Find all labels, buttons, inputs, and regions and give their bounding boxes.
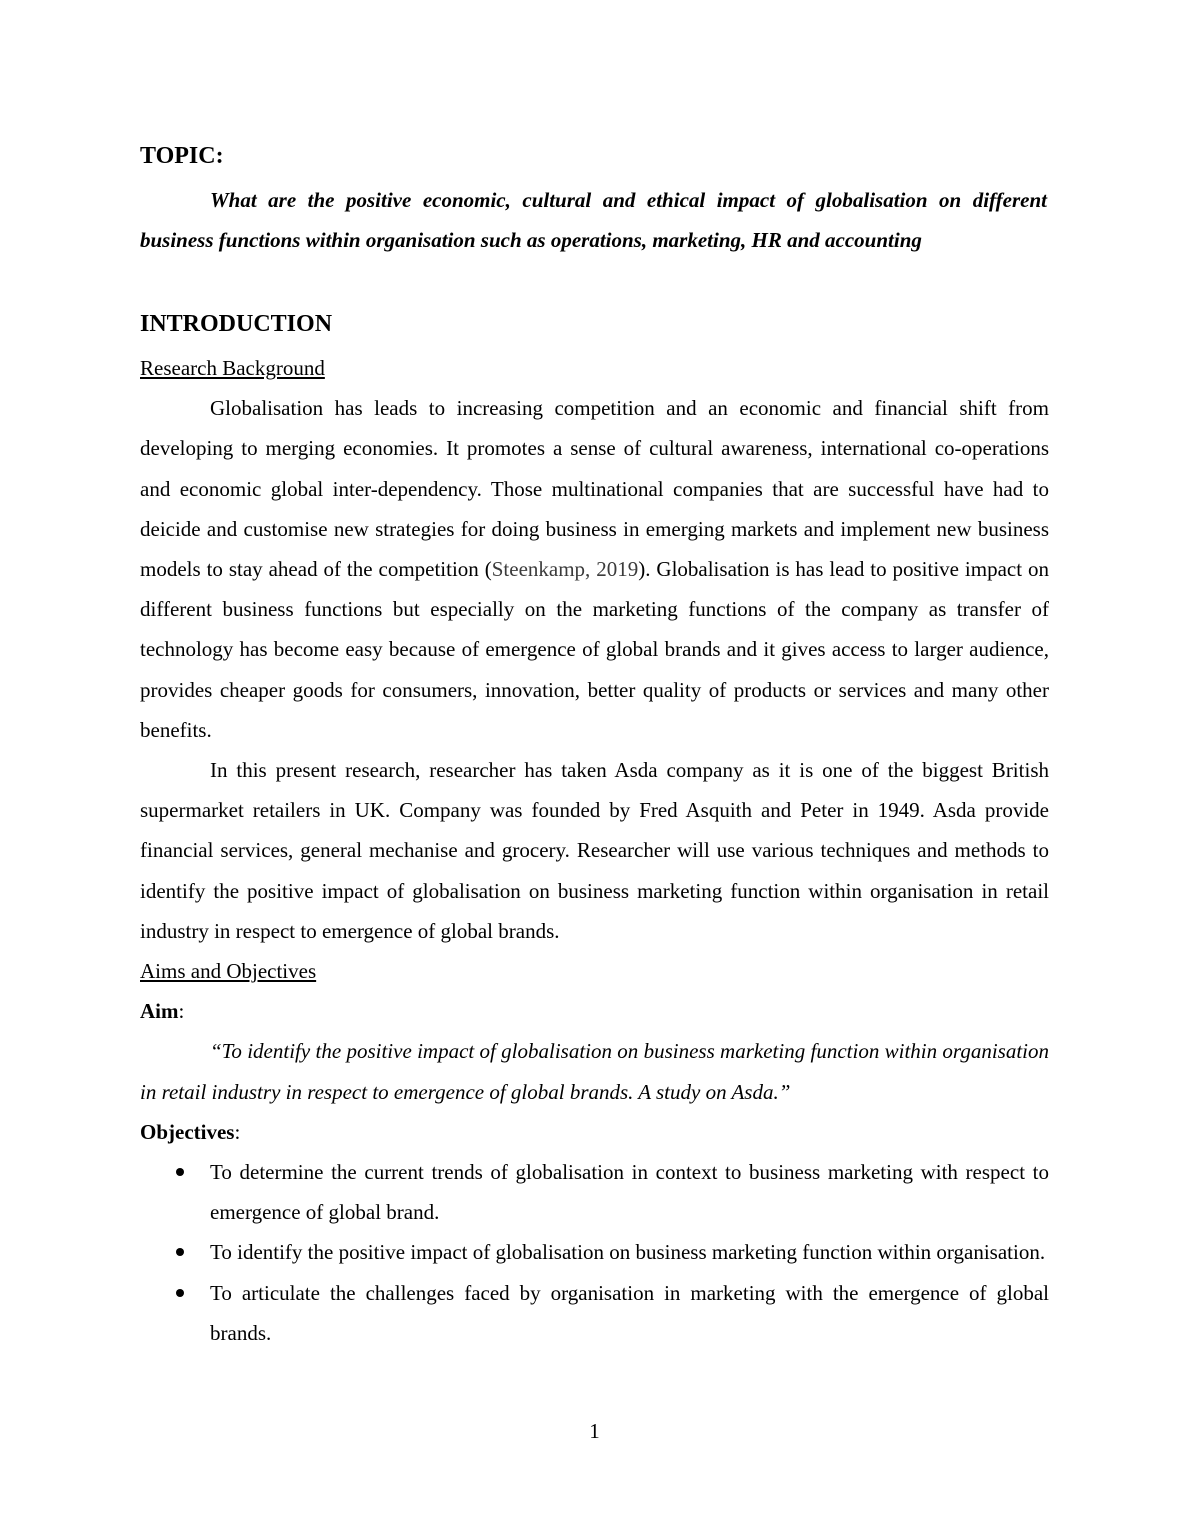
research-background-paragraph-1 bbox=[140, 388, 1049, 750]
paragraph-1-text-end: ). Globalisation is has lead to positive impact on different business functions but especially on the marketing functions of the company as transfer of technology has become easy because of emergence of global brands and it gives access to larger audience, provides cheaper goods for consumers, innovation, better quality of products or services and many other benefits. bbox=[140, 557, 1049, 742]
objective-text: To determine the current trends of globalisation in context to business marketing with respect to emergence of global brand. bbox=[210, 1160, 1049, 1225]
bullet-icon bbox=[176, 1248, 184, 1256]
body-content bbox=[140, 348, 1049, 1353]
objective-item bbox=[140, 1232, 1049, 1272]
bullet-icon bbox=[176, 1289, 184, 1297]
research-background-subheading: Research Background bbox=[140, 356, 325, 380]
bullet-icon bbox=[176, 1168, 184, 1176]
aim-label-line bbox=[140, 991, 1049, 1031]
research-background-paragraph-2: In this present research, researcher has taken Asda company as it is one of the biggest British supermarket retailers in UK. Company was founded by Fred Asquith and Peter in 1949. Asda provide financial services, general mechanise and grocery. Researcher will use various techniques and methods to identify the positive impact of globalisation on business marketing function within organisation in retail industry in respect to emergence of global brands. bbox=[140, 758, 1049, 943]
objective-item bbox=[140, 1273, 1049, 1353]
aims-objectives-subheading: Aims and Objectives bbox=[140, 959, 317, 984]
aim-colon: : bbox=[178, 999, 185, 1024]
objective-text: To articulate the challenges faced by organisation in marketing with the emergence of global brands. bbox=[210, 1280, 1049, 1345]
topic-question: What are the positive economic, cultural and ethical impact of globalisation on different business functions within organisation such as operations, marketing, HR and accounting bbox=[140, 188, 1047, 253]
objective-text: To identify the positive impact of globalisation on business marketing function within organisation. bbox=[210, 1240, 1046, 1265]
objectives-list bbox=[140, 1152, 1049, 1353]
topic-heading: TOPIC: bbox=[140, 143, 224, 169]
objectives-colon: : bbox=[234, 1119, 241, 1144]
objectives-label-line bbox=[140, 1112, 1049, 1152]
aim-statement: “To identify the positive impact of globalisation on business marketing function within organisation in retail industry in respect to emergence of global brands. A study on Asda.” bbox=[140, 1039, 1049, 1104]
aim-label: Aim bbox=[140, 999, 179, 1024]
page-number: 1 bbox=[589, 1419, 600, 1443]
introduction-heading: INTRODUCTION bbox=[140, 311, 333, 337]
paragraph-1-text-start: Globalisation has leads to increasing competition and an economic and financial shift from developing to merging economies. It promotes a sense of cultural awareness, international co-operations and economic global inter-dependency. Those multinational companies that are successful have had to deicide and customise new strategies for doing business in emerging markets and implement new business models to stay ahead of the competition ( bbox=[140, 396, 1049, 582]
citation-steenkamp: Steenkamp, 2019 bbox=[491, 557, 639, 582]
objective-item bbox=[140, 1152, 1049, 1232]
document-page bbox=[140, 0, 1049, 1540]
objectives-label: Objectives bbox=[140, 1119, 235, 1144]
